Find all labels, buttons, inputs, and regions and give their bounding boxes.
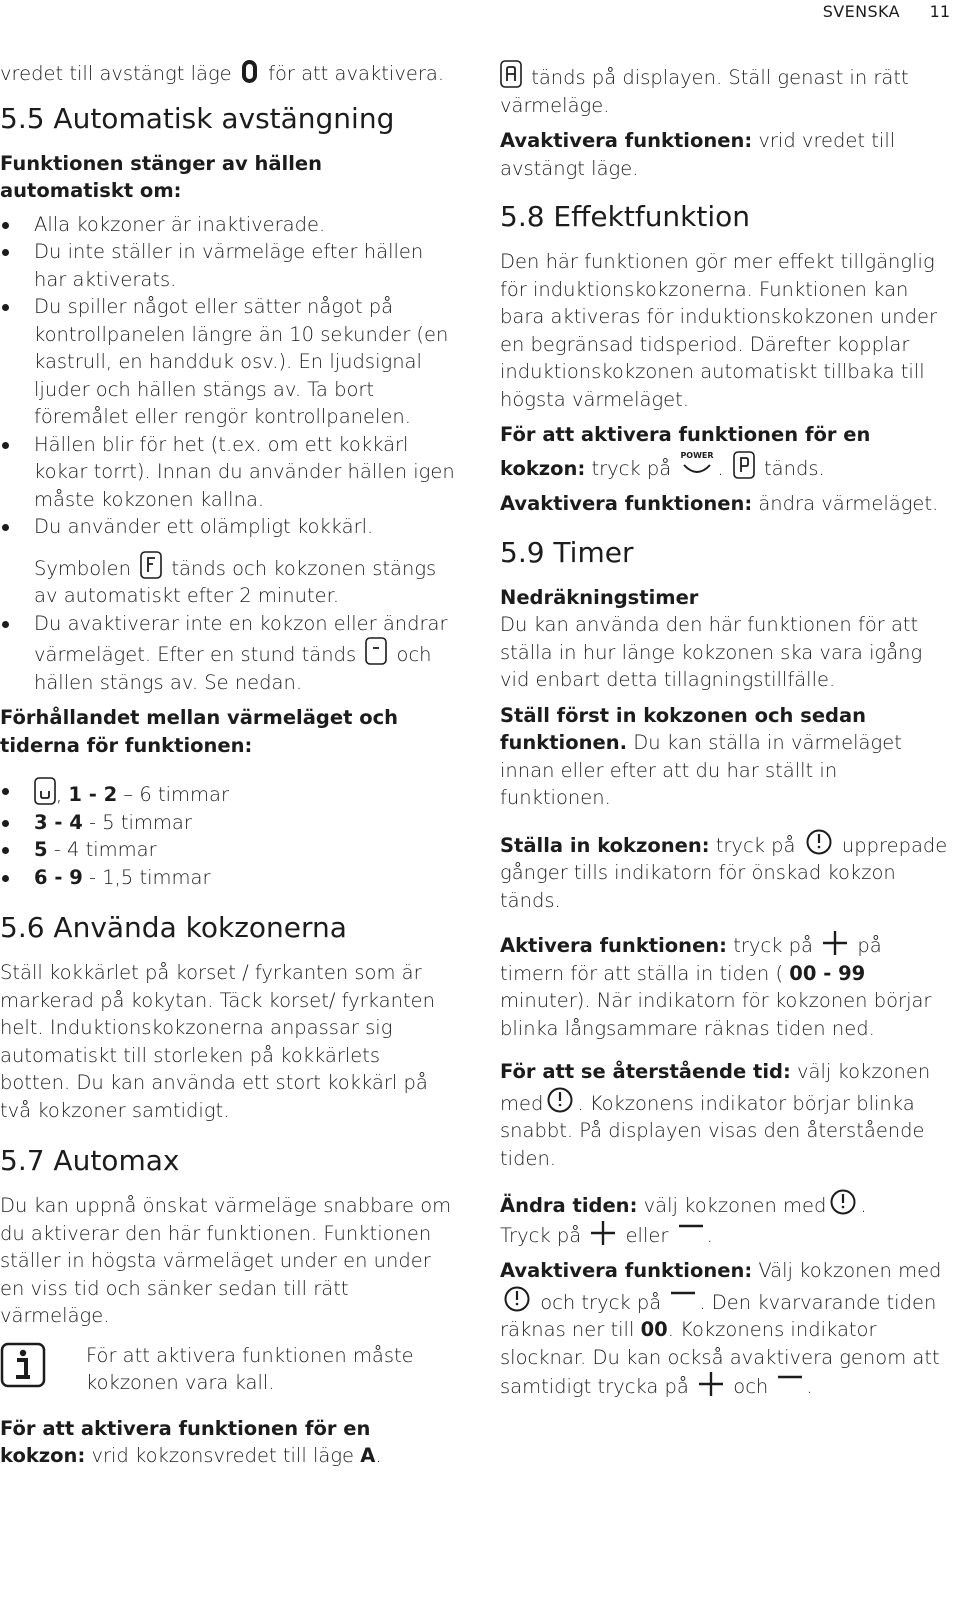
bold-label: Aktivera funktionen: bbox=[500, 934, 727, 957]
section-5-7-text: Du kan uppnå önskat värmeläge snabbare om du aktiverar den här funktionen. Funktionen ställer in högsta värmeläget under en under en viss tid och sänker sedan till rätt värmeläge. bbox=[0, 1194, 452, 1327]
activate-text: vrid kokzonsvredet till läge bbox=[91, 1444, 355, 1467]
bold-label: Ändra tiden: bbox=[500, 1194, 638, 1217]
timer-see-remaining bbox=[500, 1058, 950, 1172]
timer-deactivate bbox=[500, 1257, 950, 1401]
activate-end: . bbox=[375, 1444, 382, 1467]
timer-activate bbox=[500, 930, 950, 1042]
timer-set-zone bbox=[500, 828, 950, 915]
power-text-c: tänds. bbox=[764, 456, 825, 480]
bold-label: Ställ först in kokzonen och sedan funktionen. bbox=[500, 703, 867, 754]
list-item bbox=[0, 513, 455, 610]
bold-label: Avaktivera funktionen: bbox=[500, 492, 753, 515]
relation-time: - 5 timmar bbox=[89, 810, 192, 834]
minus-icon bbox=[777, 1371, 803, 1397]
list-item: Alla kokzoner är inaktiverade. bbox=[0, 211, 455, 239]
change-text-e: . bbox=[706, 1223, 713, 1247]
intro-paragraph bbox=[0, 60, 455, 88]
info-note bbox=[0, 1342, 455, 1397]
see-text-b: . Kokzonens indikator börjar blinka snabbt. På displayen visas den återstående tiden. bbox=[500, 1091, 925, 1170]
timer-icon bbox=[805, 828, 833, 856]
deactivate-text: ändra värmeläget. bbox=[758, 492, 939, 515]
relation-level: 6 - 9 bbox=[34, 865, 83, 889]
act-text-c: minuter). När indikatorn för kokzonen börjar blinka långsammare räknas tiden ned. bbox=[500, 989, 932, 1040]
timer-icon bbox=[546, 1086, 574, 1114]
section-5-5-lead: Funktionen stänger av hällen automatiskt om: bbox=[0, 151, 322, 202]
power-icon-label: POWER bbox=[680, 450, 714, 460]
page-number: 11 bbox=[929, 2, 950, 21]
activate-letter: A bbox=[360, 1444, 376, 1467]
automax-deactivate bbox=[500, 127, 950, 182]
p-symbol-icon bbox=[733, 451, 755, 479]
set-text-b: upprepade gånger tills indikatorn för önskad kokzon tänds. bbox=[500, 833, 948, 912]
left-column bbox=[0, 60, 455, 1478]
timer-icon bbox=[829, 1188, 857, 1216]
bold-label: För att se återstående tid: bbox=[500, 1060, 791, 1083]
timer-first-text: Du kan ställa in värmeläget innan eller efter att du har ställt in funktionen. bbox=[500, 731, 902, 809]
plus-icon bbox=[698, 1371, 724, 1397]
list-item: Du inte ställer in värmeläge efter hällen har aktiverats. bbox=[0, 238, 455, 293]
automax-activate bbox=[0, 1415, 455, 1470]
section-5-9-title: 5.9 Timer bbox=[500, 535, 634, 569]
relation-time: - 4 timmar bbox=[53, 838, 157, 861]
section-5-7-title: 5.7 Automax bbox=[0, 1144, 180, 1177]
relation-list bbox=[0, 777, 455, 891]
list-item-text-a: Du avaktiverar inte en kokzon eller ändrar värmeläget. Efter en stund tänds bbox=[34, 611, 448, 666]
relation-time: - 1,5 timmar bbox=[89, 865, 211, 889]
section-5-6-text: Ställ kokkärlet på korset / fyrkanten som är markerad på kokytan. Täck korset/ fyrkanten helt. Induktionskokzonerna anpassar sig automatiskt till storleken på kokkärlets botten. Du kan använda ett stort kokkärl på två kokzoner samtidigt. bbox=[0, 961, 435, 1122]
residual-heat-symbol-icon bbox=[34, 777, 56, 805]
off-text-d: . Kokzonens indikator slocknar. Du kan också avaktivera genom att samtidigt trycka på bbox=[500, 1318, 940, 1398]
list-item-text-b: och hällen stängs av. Se nedan. bbox=[34, 643, 432, 694]
bold-label: Ställa in kokzonen: bbox=[500, 833, 710, 857]
relation-title: Förhållandet mellan värmeläget och tiderna för funktionen: bbox=[0, 706, 399, 757]
auto-off-list bbox=[0, 211, 455, 697]
act-range: 00 - 99 bbox=[789, 961, 866, 985]
countdown-subtitle: Nedräkningstimer bbox=[500, 585, 699, 609]
list-item-continuation bbox=[34, 551, 455, 610]
relation-sep: , bbox=[56, 783, 63, 806]
section-5-8-title: 5.8 Effektfunktion bbox=[500, 200, 751, 233]
power-button-icon bbox=[680, 449, 714, 479]
list-item bbox=[0, 809, 455, 837]
timer-icon bbox=[503, 1285, 531, 1313]
act-text-a: tryck på bbox=[733, 934, 813, 957]
see-text-a: välj kokzonen med bbox=[500, 1060, 931, 1115]
off-text-a: Välj kokzonen med bbox=[758, 1259, 942, 1282]
zero-symbol-icon bbox=[241, 60, 259, 84]
dash-symbol-icon bbox=[365, 637, 387, 665]
deactivate-text: vrid vredet till avstängt läge. bbox=[500, 129, 896, 180]
symbol-text-b: tänds och kokzonen stängs av automatiskt efter 2 minuter. bbox=[34, 556, 437, 607]
section-5-5-title: 5.5 Automatisk avstängning bbox=[0, 101, 395, 135]
change-text-c: Tryck på bbox=[500, 1223, 582, 1247]
automax-continuation bbox=[500, 60, 950, 119]
bold-label: För att aktivera funktionen för en kokzon: bbox=[500, 423, 871, 480]
list-item bbox=[0, 777, 455, 809]
info-icon bbox=[0, 1342, 46, 1388]
off-text-b: och tryck på bbox=[540, 1290, 662, 1314]
list-item: Du spiller något eller sätter något på kontrollpanelen längre än 10 sekunder (en kastrull, en handduk osv.). En ljudsignal ljuder och hällen stängs av. Ta bort föremålet eller rengör kontrollpanelen. bbox=[0, 293, 455, 431]
page-header bbox=[0, 0, 960, 26]
f-symbol-icon bbox=[140, 551, 162, 579]
header-language: SVENSKA bbox=[822, 2, 900, 21]
list-item-text: Du använder ett olämpligt kokkärl. bbox=[34, 515, 374, 538]
relation-level: 1 - 2 bbox=[68, 783, 118, 806]
section-5-6-title: 5.6 Använda kokzonerna bbox=[0, 911, 347, 944]
symbol-text-a: Symbolen bbox=[34, 556, 131, 580]
minus-icon bbox=[678, 1220, 704, 1246]
automax-cont-text: tänds på displayen. Ställ genast in rätt värmeläge. bbox=[500, 66, 909, 117]
relation-level: 5 bbox=[34, 838, 48, 861]
power-activate bbox=[500, 421, 950, 482]
intro-text-a: vredet till avstängt läge bbox=[0, 62, 232, 85]
info-text: För att aktivera funktionen måste kokzonen vara kall. bbox=[86, 1343, 414, 1394]
intro-text-b: för att avaktivera. bbox=[268, 62, 445, 85]
set-text-a: tryck på bbox=[715, 833, 796, 857]
relation-time: – 6 timmar bbox=[123, 783, 229, 806]
off-text-f: . bbox=[806, 1375, 813, 1398]
relation-level: 3 - 4 bbox=[34, 810, 83, 834]
section-5-8-text: Den här funktionen gör mer effekt tillgänglig för induktionskokzonerna. Funktionen kan bara aktiveras för induktionskokzonen under en begränsad tidsperiod. Därefter kopplar induktionskokzonen automatiskt tillbaka till högsta värmeläget. bbox=[500, 250, 937, 411]
bold-label: Avaktivera funktionen: bbox=[500, 1259, 753, 1282]
off-text-e: och bbox=[733, 1375, 769, 1398]
list-item bbox=[0, 864, 455, 892]
power-text-a: tryck på bbox=[591, 456, 672, 480]
list-item: Hällen blir för het (t.ex. om ett kokkärl kokar torrt). Innan du använder hällen igen måste kokzonen kallna. bbox=[0, 431, 455, 514]
change-text-d: eller bbox=[625, 1223, 669, 1247]
plus-icon bbox=[822, 930, 848, 956]
timer-intro: Du kan använda den här funktionen för att ställa in hur länge kokzonen ska vara igång vid enbart detta tillagningstillfälle. bbox=[500, 613, 923, 691]
power-deactivate bbox=[500, 490, 950, 518]
plus-icon bbox=[590, 1220, 616, 1246]
timer-change bbox=[500, 1188, 950, 1249]
bold-label: Avaktivera funktionen: bbox=[500, 129, 753, 152]
act-text-b: på timern för att ställa in tiden ( bbox=[500, 934, 882, 985]
list-item bbox=[0, 610, 455, 697]
timer-first bbox=[500, 702, 950, 812]
off-zero: 00 bbox=[640, 1318, 668, 1341]
bold-label: För att aktivera funktionen för en kokzon: bbox=[0, 1416, 371, 1467]
list-item bbox=[0, 836, 455, 864]
minus-icon bbox=[670, 1287, 696, 1313]
a-symbol-icon bbox=[500, 60, 522, 88]
power-text-b: . bbox=[717, 456, 724, 480]
right-column bbox=[500, 60, 950, 1409]
change-text-b: . bbox=[860, 1194, 867, 1217]
change-text-a: välj kokzonen med bbox=[643, 1194, 827, 1217]
off-text-c: . Den kvarvarande tiden räknas ner till bbox=[500, 1290, 937, 1341]
